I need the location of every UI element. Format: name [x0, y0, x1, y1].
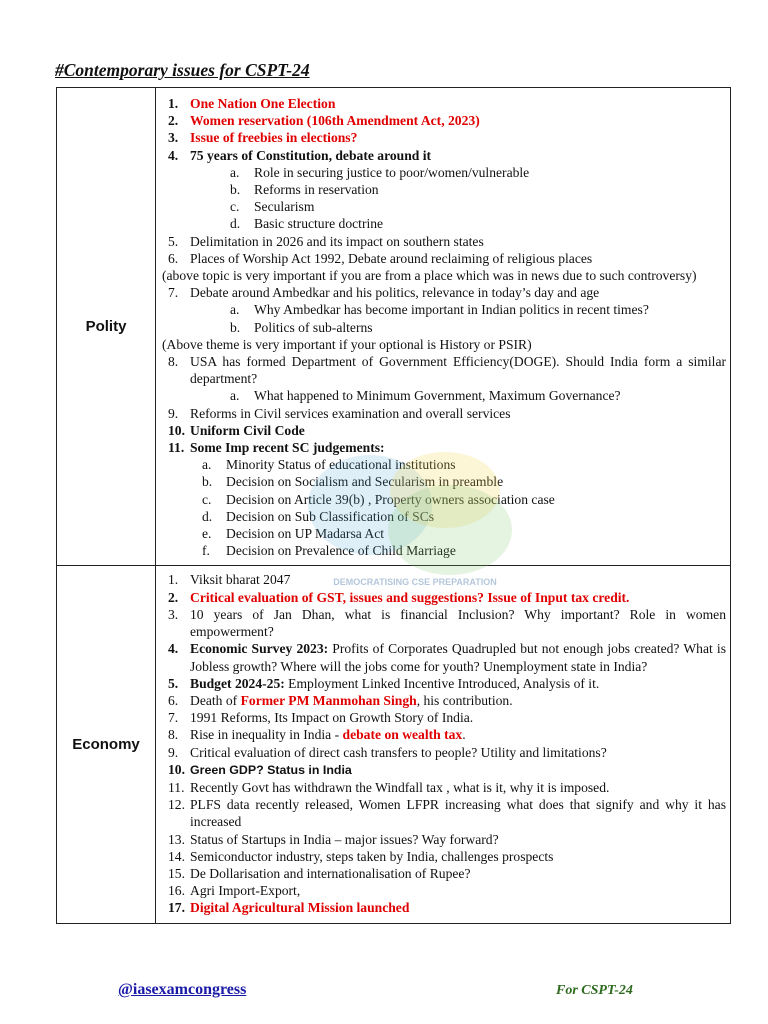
item-text: Uniform Civil Code — [190, 422, 305, 438]
polity-item — [162, 112, 726, 129]
economy-list — [162, 571, 726, 916]
polity-subitem — [162, 456, 726, 473]
economy-item — [162, 779, 726, 796]
item-text: Debate around Ambedkar and his politics, relevance in today’s day and age — [190, 285, 600, 301]
polity-item — [162, 353, 726, 387]
item-text — [190, 779, 726, 796]
item-text — [190, 831, 726, 848]
item-number: 17. — [168, 900, 185, 916]
economy-item — [162, 692, 726, 709]
item-text-part: Employment Linked Incentive Introduced, Analysis of it. — [284, 675, 600, 691]
item-text-part: Semiconductor industry, steps taken by India, challenges prospects — [190, 848, 554, 864]
item-number: c. — [230, 199, 240, 215]
item-text — [190, 882, 726, 899]
item-text: Women reservation (106th Amendment Act, 2023) — [190, 113, 480, 129]
item-number: 2. — [168, 113, 179, 129]
item-text: Reforms in Civil services examination and overall services — [190, 405, 511, 421]
economy-item — [162, 796, 726, 830]
item-number: a. — [230, 388, 240, 404]
item-number: 1. — [168, 572, 179, 588]
economy-item — [162, 761, 726, 779]
item-number: f. — [202, 543, 210, 559]
polity-subitem — [162, 525, 726, 542]
polity-subitem — [162, 181, 726, 198]
item-text: What happened to Minimum Government, Maximum Governance? — [254, 388, 621, 404]
polity-item — [162, 250, 726, 267]
polity-item — [162, 422, 726, 439]
polity-item — [162, 405, 726, 422]
item-number: 14. — [168, 848, 185, 864]
item-number: b. — [230, 182, 241, 198]
item-number: a. — [230, 164, 240, 180]
item-number: e. — [202, 526, 212, 542]
watermark-tagline: DEMOCRATISING CSE PREPARATION — [333, 577, 497, 587]
item-text — [190, 589, 726, 606]
item-text-part: Economic Survey 2023: — [190, 641, 329, 657]
item-number: a. — [230, 302, 240, 318]
item-text-part: Budget 2024-25: — [190, 675, 285, 691]
polity-subitem — [162, 301, 726, 318]
item-number: 11. — [168, 440, 185, 456]
footer-for-label: For CSPT-24 — [556, 983, 633, 998]
item-text: Minority Status of educational institutions — [226, 457, 456, 473]
polity-item — [162, 284, 726, 301]
polity-item — [162, 129, 726, 146]
polity-subitem — [162, 387, 726, 404]
item-text — [190, 744, 726, 761]
item-text: One Nation One Election — [190, 96, 336, 111]
item-text: Issue of freebies in elections? — [190, 130, 358, 146]
item-text-part: De Dollarisation and internationalisation of Rupee? — [190, 865, 471, 881]
polity-subitem — [162, 508, 726, 525]
economy-item — [162, 640, 726, 674]
item-text-part: 1991 Reforms, Its Impact on Growth Story of India. — [190, 710, 474, 726]
polity-subitem — [162, 473, 726, 490]
item-number: 4. — [168, 641, 179, 657]
economy-item — [162, 744, 726, 761]
item-text — [190, 726, 726, 743]
item-text: Secularism — [254, 199, 315, 215]
item-number: 5. — [168, 675, 179, 691]
item-text — [190, 865, 726, 882]
economy-item — [162, 848, 726, 865]
item-number: 1. — [168, 96, 179, 111]
social-handle-link[interactable]: @iasexamcongress — [118, 981, 247, 998]
item-number: 6. — [168, 250, 179, 266]
item-text-part: Former PM Manmohan Singh — [240, 692, 417, 708]
item-text-part: debate on wealth tax — [342, 727, 463, 743]
page-title: #Contemporary issues for CSPT-24 — [55, 60, 310, 80]
item-number: 3. — [168, 606, 179, 622]
item-text: Decision on Article 39(b) , Property owners association case — [226, 491, 555, 507]
polity-item — [162, 439, 726, 456]
item-number: 4. — [168, 147, 179, 163]
item-number: a. — [202, 457, 212, 473]
item-text-part: PLFS data recently released, Women LFPR increasing what does that signify and why it has increased — [190, 797, 726, 830]
polity-subitem — [162, 542, 726, 559]
item-text-part: Profits of Corporates Quadrupled but not enough jobs created? What is Jobless growth? Where will the jobs come for youth? Unemployment state in India? — [190, 641, 726, 674]
item-text-part: Rise in inequality in India - — [190, 727, 343, 743]
issues-table — [56, 87, 731, 924]
item-number: 10. — [168, 761, 185, 777]
item-text: Some Imp recent SC judgements: — [190, 440, 385, 456]
item-text-part: Green GDP? Status in India — [190, 762, 352, 777]
item-number: b. — [230, 319, 241, 335]
item-number: 6. — [168, 692, 179, 708]
item-text: Decision on UP Madarsa Act — [226, 526, 385, 542]
item-text-part: Digital Agricultural Mission launched — [190, 900, 410, 916]
item-text-part: Critical evaluation of GST, issues and suggestions? Issue of Input tax credit. — [190, 589, 630, 605]
economy-item — [162, 606, 726, 640]
polity-row — [57, 88, 731, 566]
polity-item — [162, 147, 726, 164]
item-text-part: 10 years of Jan Dhan, what is financial Inclusion? Why important? Role in women empowerment? — [190, 606, 726, 640]
economy-item — [162, 831, 726, 848]
item-number: 10. — [168, 422, 185, 438]
item-number: 11. — [168, 779, 185, 795]
item-text — [190, 761, 726, 779]
item-number: 7. — [168, 285, 179, 301]
item-number: b. — [202, 474, 213, 490]
polity-subitem — [162, 215, 726, 232]
item-number: 15. — [168, 865, 185, 881]
polity-subitem — [162, 319, 726, 336]
economy-item — [162, 899, 726, 916]
item-text: Delimitation in 2026 and its impact on southern states — [190, 233, 484, 249]
item-text: Politics of sub-alterns — [254, 319, 373, 335]
item-text: Why Ambedkar has become important in Indian politics in recent times? — [254, 302, 649, 318]
polity-note: (Above theme is very important if your optional is History or PSIR) — [162, 336, 532, 352]
polity-subitem — [162, 491, 726, 508]
item-text — [190, 709, 726, 726]
item-number: 5. — [168, 233, 179, 249]
economy-item — [162, 709, 726, 726]
item-number: c. — [202, 491, 212, 507]
item-text: Places of Worship Act 1992, Debate around reclaiming of religious places — [190, 250, 593, 266]
item-text-part: , his contribution. — [416, 692, 513, 708]
economy-item — [162, 726, 726, 743]
item-text — [190, 692, 726, 709]
economy-item — [162, 589, 726, 606]
polity-note: (above topic is very important if you are from a place which was in news due to such controversy) — [162, 268, 697, 284]
item-text-part: . — [462, 727, 466, 743]
item-text: Decision on Prevalence of Child Marriage — [226, 543, 456, 559]
item-text: Decision on Socialism and Secularism in preamble — [226, 474, 504, 490]
item-text: Basic structure doctrine — [254, 216, 384, 232]
economy-item — [162, 571, 726, 588]
item-number: 12. — [168, 797, 185, 813]
item-number: 3. — [168, 130, 179, 146]
item-number: d. — [202, 508, 213, 524]
polity-content — [156, 88, 731, 566]
item-number: 13. — [168, 831, 185, 847]
item-text-part: Status of Startups in India – major issues? Way forward? — [190, 831, 499, 847]
economy-item — [162, 882, 726, 899]
item-text — [190, 848, 726, 865]
item-text: 75 years of Constitution, debate around it — [190, 147, 432, 163]
polity-item — [162, 233, 726, 250]
economy-content — [156, 566, 731, 923]
item-number: 9. — [168, 744, 179, 760]
item-text — [190, 899, 726, 916]
item-text-part: Viksit bharat 2047 — [190, 572, 291, 588]
item-number: 8. — [168, 354, 179, 370]
polity-list — [162, 95, 726, 559]
economy-row — [57, 566, 731, 923]
item-number: 7. — [168, 710, 179, 726]
item-number: 8. — [168, 727, 179, 743]
item-number: 2. — [168, 589, 179, 605]
item-text: USA has formed Department of Government Efficiency(DOGE). Should India form a similar department? — [190, 354, 726, 387]
item-text — [190, 796, 726, 830]
item-text — [190, 675, 726, 692]
item-text — [190, 571, 726, 588]
polity-subitem — [162, 164, 726, 181]
polity-label: Polity — [57, 88, 156, 566]
item-text-part: Agri Import-Export, — [190, 883, 301, 899]
economy-item — [162, 675, 726, 692]
item-text: Decision on Sub Classification of SCs — [226, 508, 435, 524]
economy-item — [162, 865, 726, 882]
item-text: Role in securing justice to poor/women/vulnerable — [254, 164, 530, 180]
item-text-part: Critical evaluation of direct cash transfers to people? Utility and limitations? — [190, 744, 607, 760]
item-number: d. — [230, 216, 241, 232]
item-text: Reforms in reservation — [254, 182, 379, 198]
item-text — [190, 640, 726, 674]
item-text — [190, 606, 726, 640]
polity-item — [162, 95, 726, 112]
item-number: 9. — [168, 405, 179, 421]
economy-label: Economy — [57, 566, 156, 923]
item-text-part: Death of — [190, 692, 241, 708]
polity-subitem — [162, 198, 726, 215]
item-text-part: Recently Govt has withdrawn the Windfall tax , what is it, why it is imposed. — [190, 779, 610, 795]
item-number: 16. — [168, 883, 185, 899]
